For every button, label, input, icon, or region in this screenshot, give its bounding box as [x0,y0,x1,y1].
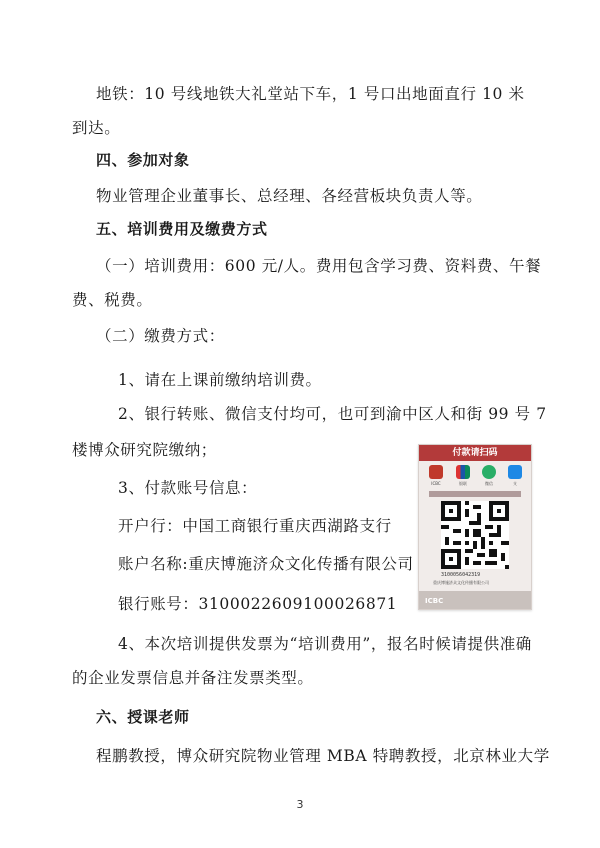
payment-step-4-cont: 的企业发票信息并备注发票类型。 [72,669,314,687]
page-number: 3 [296,798,304,811]
fee-item-1: （一）培训费用：600 元/人。费用包含学习费、资料费、午餐 [96,257,542,275]
payment-step-1: 1、请在上课前缴纳培训费。 [118,371,322,389]
section-4-body: 物业管理企业董事长、总经理、各经营板块负责人等。 [96,187,483,205]
fee-item-2: （二）缴费方式： [96,327,225,345]
bank-name: 开户行：中国工商银行重庆西湖路支行 [118,517,392,535]
qr-slogan-bar [429,491,521,497]
alipay-icon [508,465,522,479]
pay-label-icbc: ICBC [431,481,441,486]
unionpay-icon [456,465,470,479]
qr-card-header: 付款请扫码 [419,445,531,461]
section-4-title: 四、参加对象 [96,151,190,169]
section-5-title: 五、培训费用及缴费方式 [96,220,268,238]
icbc-pay-icon [429,465,443,479]
pay-label-unionpay: 银联 [459,481,467,486]
fee-item-1-cont: 费、税费。 [72,291,153,309]
subway-info-cont: 到达。 [72,119,121,137]
account-name: 账户名称:重庆博施济众文化传播有限公司 [118,555,414,573]
icbc-logo: ICBC [425,597,444,605]
payment-step-2: 2、银行转账、微信支付均可，也可到渝中区人和街 99 号 7 [118,405,547,423]
qr-account-number: 3100056042319 [441,572,481,578]
qr-card-footer [419,591,531,609]
account-number: 银行账号：3100022609100026871 [118,595,398,613]
qr-code-icon [441,501,509,569]
payment-step-2-cont: 楼博众研究院缴纳； [72,441,217,459]
teacher-intro: 程鹏教授，博众研究院物业管理 MBA 特聘教授，北京林业大学 [96,747,550,765]
payment-step-3: 3、付款账号信息： [118,479,258,497]
subway-info: 地铁：10 号线地铁大礼堂站下车，1 号口出地面直行 10 米 [96,85,525,103]
payment-step-4: 4、本次培训提供发票为“培训费用”，报名时候请提供准确 [118,635,532,653]
qr-company-name: 重庆博施济众文化传播有限公司 [433,580,489,585]
wechat-pay-icon [482,465,496,479]
section-6-title: 六、授课老师 [96,708,190,726]
pay-label-wechat: 微信 [485,481,493,486]
pay-label-alipay: 支 [513,481,517,486]
payment-qr-card [418,444,532,610]
